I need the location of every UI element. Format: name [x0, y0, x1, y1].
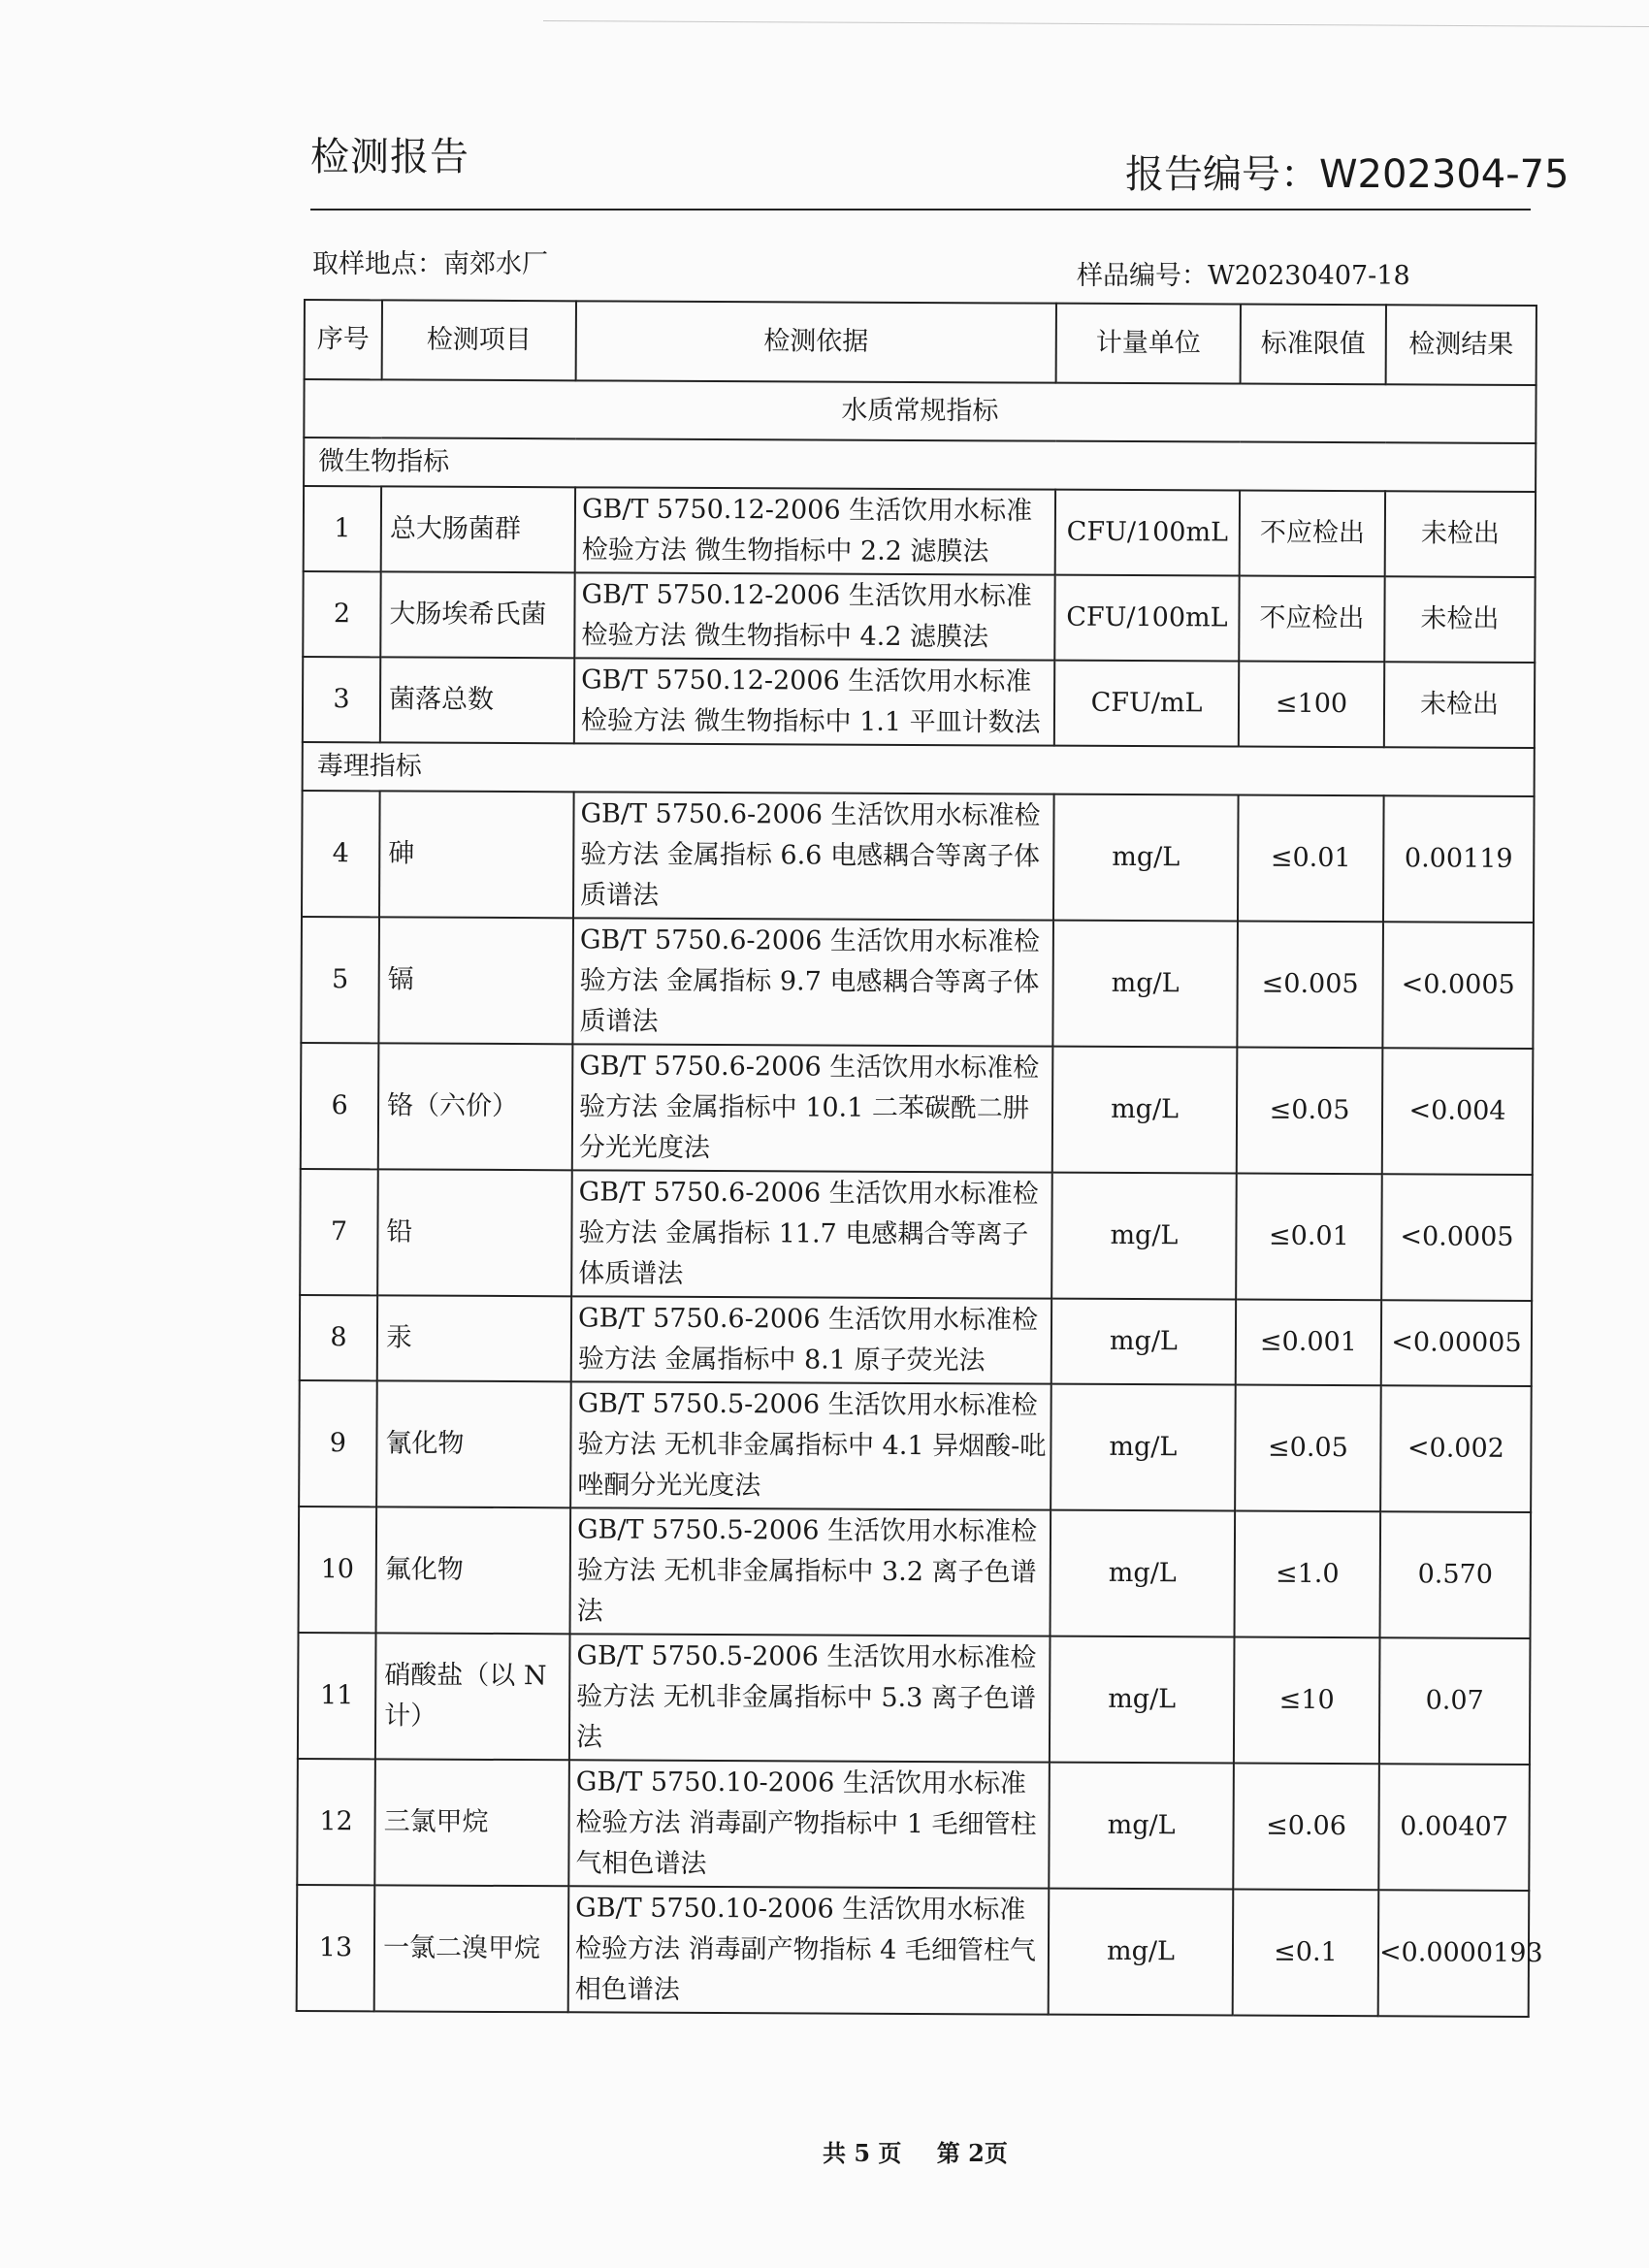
row-basis: GB/T 5750.5-2006 生活饮用水标准检验方法 无机非金属指标中 3.2 离子色谱法: [570, 1507, 1051, 1636]
row-unit: mg/L: [1053, 794, 1239, 922]
row-result: 0.00407: [1378, 1764, 1530, 1891]
row-unit: mg/L: [1051, 1384, 1236, 1511]
row-no: 11: [298, 1633, 376, 1759]
row-unit: CFU/mL: [1054, 661, 1239, 747]
table-row: [304, 486, 1536, 577]
results-table: [296, 299, 1543, 2018]
row-basis: GB/T 5750.12-2006 生活饮用水标准检验方法 微生物指标中 4.2 滤膜法: [574, 572, 1054, 660]
report-title: 检测报告: [310, 135, 469, 179]
row-item: 铬（六价）: [378, 1043, 573, 1170]
sampling-location: 取样地点：南郊水厂: [312, 249, 548, 279]
table-row: [301, 1043, 1534, 1175]
row-no: 7: [300, 1169, 378, 1295]
col-header-basis: 检测依据: [576, 301, 1056, 382]
row-no: 13: [297, 1885, 375, 2011]
row-unit: mg/L: [1052, 1047, 1238, 1174]
row-limit: ≤0.05: [1237, 1048, 1383, 1175]
row-limit: ≤10: [1234, 1637, 1380, 1765]
table-row: [298, 1633, 1531, 1765]
row-item: 一氯二溴甲烷: [374, 1885, 569, 2012]
row-item: 三氯甲烷: [374, 1759, 569, 1886]
table-row: [299, 1380, 1532, 1512]
row-basis: GB/T 5750.5-2006 生活饮用水标准检验方法 无机非金属指标中 4.1 异烟酸-吡唑酮分光光度法: [570, 1381, 1051, 1509]
row-no: 1: [304, 486, 381, 571]
table-row: [297, 1885, 1530, 2017]
row-limit: ≤0.001: [1236, 1300, 1381, 1386]
row-basis: GB/T 5750.10-2006 生活饮用水标准检验方法 消毒副产物指标中 1 毛细管柱气相色谱法: [568, 1760, 1050, 1888]
row-no: 3: [303, 657, 380, 742]
header-rule: [310, 209, 1531, 211]
row-basis: GB/T 5750.12-2006 生活饮用水标准检验方法 微生物指标中 1.1 平皿计数法: [574, 658, 1054, 745]
row-result: 未检出: [1385, 491, 1536, 577]
row-unit: mg/L: [1051, 1299, 1236, 1385]
table-row: [300, 1169, 1533, 1301]
row-limit: ≤0.01: [1236, 1174, 1382, 1301]
row-limit: ≤0.06: [1233, 1764, 1379, 1891]
row-basis: GB/T 5750.6-2006 生活饮用水标准检验方法 金属指标 9.7 电感耦合等离子体质谱法: [572, 918, 1053, 1046]
sample-number: 样品编号：W20230407-18: [1077, 261, 1410, 291]
row-result: 0.570: [1380, 1511, 1532, 1638]
row-result: 未检出: [1384, 662, 1535, 748]
table-row: [299, 1507, 1532, 1638]
col-header-unit: 计量单位: [1056, 304, 1241, 384]
row-result: <0.00005: [1381, 1300, 1532, 1386]
table-row: [300, 1295, 1532, 1386]
row-limit: 不应检出: [1239, 576, 1384, 663]
row-no: 10: [299, 1507, 377, 1633]
row-unit: mg/L: [1052, 921, 1238, 1048]
row-result: 0.07: [1379, 1637, 1531, 1765]
row-unit: mg/L: [1050, 1636, 1235, 1764]
row-basis: GB/T 5750.6-2006 生活饮用水标准检验方法 金属指标中 8.1 原子荧光法: [571, 1296, 1051, 1383]
row-basis: GB/T 5750.6-2006 生活饮用水标准检验方法 金属指标 11.7 电感耦合等离子体质谱法: [571, 1170, 1052, 1298]
row-item: 氰化物: [376, 1380, 571, 1507]
col-header-result: 检测结果: [1386, 305, 1536, 385]
row-limit: ≤100: [1239, 662, 1384, 748]
row-unit: mg/L: [1049, 1889, 1234, 2016]
row-limit: ≤0.005: [1237, 922, 1383, 1049]
category-tox: 毒理指标: [303, 742, 1535, 796]
row-basis: GB/T 5750.6-2006 生活饮用水标准检验方法 金属指标 6.6 电感耦合等离子体质谱法: [573, 792, 1054, 920]
row-limit: ≤0.1: [1233, 1890, 1379, 2017]
row-result: <0.0005: [1382, 922, 1534, 1049]
table-header-row: [305, 300, 1536, 385]
section-row: [304, 379, 1536, 443]
report-number: 报告编号：W202304-75: [1125, 152, 1569, 197]
row-item: 砷: [379, 791, 574, 918]
row-item: 氟化物: [376, 1507, 571, 1634]
table-row: [301, 917, 1534, 1049]
col-header-item: 检测项目: [382, 300, 576, 380]
row-limit: 不应检出: [1240, 491, 1385, 577]
scan-edge-line: [543, 20, 1649, 27]
row-no: 6: [301, 1043, 379, 1169]
total-pages: 共 5 页: [823, 2139, 902, 2167]
current-page: 第 2页: [936, 2139, 1008, 2167]
row-basis: GB/T 5750.6-2006 生活饮用水标准检验方法 金属指标中 10.1 二苯碳酰二肼分光光度法: [572, 1044, 1053, 1172]
row-item: 菌落总数: [380, 657, 574, 743]
row-result: <0.0005: [1381, 1174, 1533, 1301]
row-item: 汞: [377, 1295, 571, 1381]
row-unit: mg/L: [1051, 1510, 1236, 1637]
row-result: <0.002: [1380, 1385, 1532, 1512]
row-basis: GB/T 5750.10-2006 生活饮用水标准检验方法 消毒副产物指标 4 毛细管柱气相色谱法: [568, 1886, 1050, 2014]
row-item: 总大肠菌群: [381, 486, 575, 572]
row-basis: GB/T 5750.5-2006 生活饮用水标准检验方法 无机非金属指标中 5.3 离子色谱法: [569, 1634, 1051, 1762]
row-item: 镉: [378, 917, 573, 1044]
row-unit: mg/L: [1051, 1173, 1237, 1300]
row-basis: GB/T 5750.12-2006 生活饮用水标准检验方法 微生物指标中 2.2 滤膜法: [575, 487, 1055, 574]
table-row: [297, 1759, 1530, 1891]
category-row: [304, 437, 1536, 492]
row-result: <0.0000193: [1378, 1890, 1530, 2017]
row-result: 未检出: [1384, 576, 1535, 663]
row-item: 大肠埃希氏菌: [380, 571, 574, 658]
row-no: 5: [301, 917, 379, 1043]
col-header-no: 序号: [305, 300, 382, 379]
row-limit: ≤0.05: [1235, 1385, 1381, 1512]
table-row: [303, 571, 1535, 663]
row-unit: mg/L: [1049, 1763, 1234, 1890]
row-result: 0.00119: [1383, 795, 1535, 923]
category-row: [303, 742, 1535, 796]
table-row: [302, 791, 1535, 923]
row-no: 9: [299, 1380, 377, 1507]
section-title: 水质常规指标: [304, 379, 1536, 443]
row-no: 4: [302, 791, 380, 917]
row-limit: ≤1.0: [1235, 1511, 1381, 1638]
row-result: <0.004: [1382, 1048, 1534, 1175]
row-no: 12: [297, 1759, 375, 1885]
page-footer: [823, 2134, 1035, 2168]
row-item: 硝酸盐（以 N 计）: [375, 1633, 570, 1760]
row-item: 铅: [377, 1169, 572, 1296]
table-row: [303, 657, 1535, 748]
col-header-limit: 标准限值: [1241, 305, 1386, 385]
row-unit: CFU/100mL: [1054, 575, 1239, 662]
row-limit: ≤0.01: [1238, 795, 1384, 923]
row-no: 8: [300, 1295, 377, 1380]
row-unit: CFU/100mL: [1055, 490, 1240, 576]
category-micro: 微生物指标: [304, 437, 1536, 492]
row-no: 2: [303, 571, 380, 657]
